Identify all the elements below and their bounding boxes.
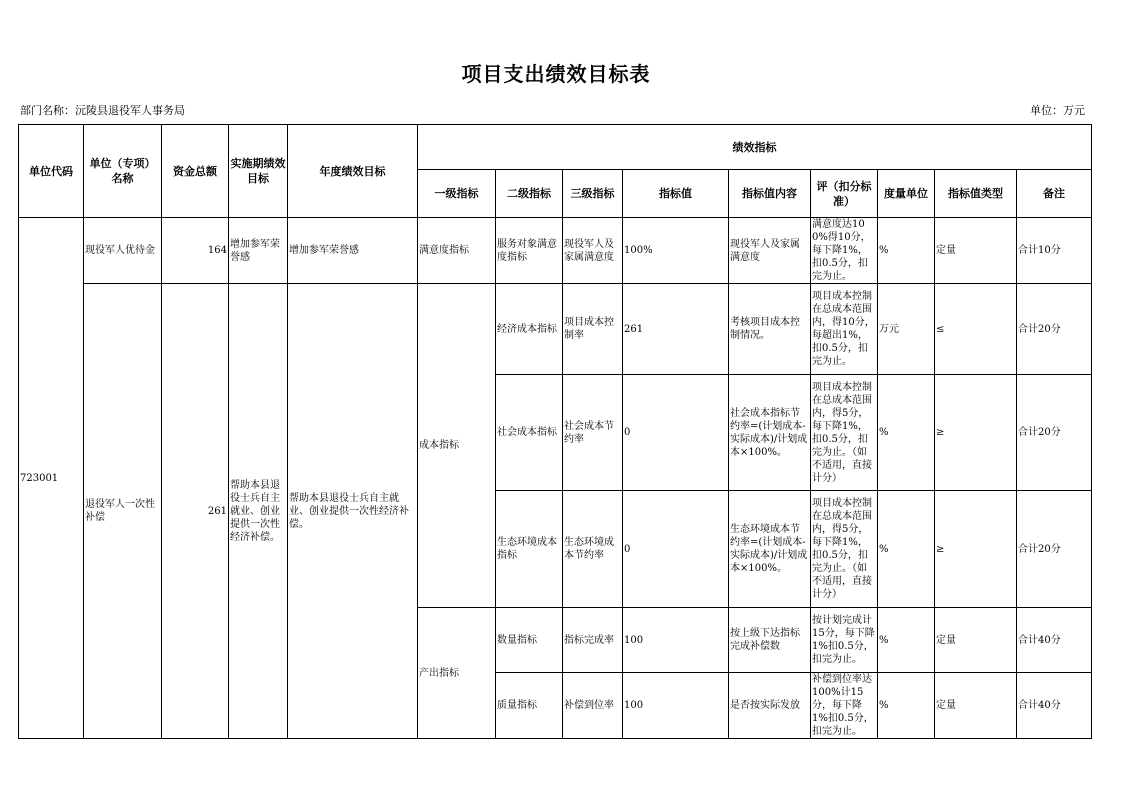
header-unit-name: 单位（专项）名称	[84, 125, 162, 218]
measure-cell: %	[878, 375, 935, 491]
header-value-content: 指标值内容	[729, 170, 811, 218]
value-cell: 261	[623, 284, 729, 375]
remark-cell: 合计40分	[1017, 608, 1092, 673]
level3-cell: 生态环境成本节约率	[563, 491, 623, 608]
remark-cell: 合计20分	[1017, 491, 1092, 608]
header-level1: 一级指标	[418, 170, 496, 218]
level1-cell: 满意度指标	[418, 218, 496, 284]
amount-cell: 164	[162, 218, 229, 284]
project-name-cell: 现役军人优待金	[84, 218, 162, 284]
period-goal-cell: 增加参军荣誉感	[229, 218, 288, 284]
score-cell: 满意度达100%得10分，每下降1%，扣0.5分，扣完为止。	[811, 218, 878, 284]
unit-label: 单位：万元	[1030, 104, 1085, 117]
header-row-1	[19, 125, 1092, 170]
header-value-type: 指标值类型	[935, 170, 1017, 218]
department-name: 部门名称：沅陵县退役军人事务局	[20, 104, 185, 117]
score-cell: 补偿到位率达100%计15分，每下降1%扣0.5分，扣完为止。	[811, 673, 878, 739]
level3-cell: 指标完成率	[563, 608, 623, 673]
remark-cell: 合计10分	[1017, 218, 1092, 284]
header-level3: 三级指标	[563, 170, 623, 218]
remark-cell: 合计20分	[1017, 375, 1092, 491]
level2-cell: 服务对象满意度指标	[496, 218, 563, 284]
score-cell: 项目成本控制在总成本范围内，得5分，每下降1%，扣0.5分，扣完为止。（如不适用，直接计分）	[811, 491, 878, 608]
score-cell: 项目成本控制在总成本范围内，得10分，每超出1%，扣0.5分，扣完为止。	[811, 284, 878, 375]
level1-cell: 产出指标	[418, 608, 496, 739]
measure-cell: %	[878, 608, 935, 673]
header-remark: 备注	[1017, 170, 1092, 218]
performance-target-table	[18, 124, 1092, 739]
annual-goal-cell: 增加参军荣誉感	[288, 218, 418, 284]
content-cell: 是否按实际发放	[729, 673, 811, 739]
header-level2: 二级指标	[496, 170, 563, 218]
level3-cell: 社会成本节约率	[563, 375, 623, 491]
period-goal-cell: 帮助本县退役士兵自主就业、创业提供一次性经济补偿。	[229, 284, 288, 739]
type-cell: ≥	[935, 375, 1017, 491]
annual-goal-cell: 帮助本县退役士兵自主就业、创业提供一次性经济补偿。	[288, 284, 418, 739]
table-row	[19, 284, 1092, 375]
header-period-goal: 实施期绩效目标	[229, 125, 288, 218]
content-cell: 现役军人及家属满意度	[729, 218, 811, 284]
type-cell: 定量	[935, 673, 1017, 739]
page-title: 项目支出绩效目标表	[461, 62, 651, 86]
type-cell: ≤	[935, 284, 1017, 375]
header-value: 指标值	[623, 170, 729, 218]
measure-cell: 万元	[878, 284, 935, 375]
value-cell: 100	[623, 608, 729, 673]
amount-cell: 261	[162, 284, 229, 739]
value-cell: 0	[623, 491, 729, 608]
header-performance: 绩效指标	[418, 125, 1092, 170]
level3-cell: 补偿到位率	[563, 673, 623, 739]
level3-cell: 现役军人及家属满意度	[563, 218, 623, 284]
header-measure-unit: 度量单位	[878, 170, 935, 218]
remark-cell: 合计40分	[1017, 673, 1092, 739]
measure-cell: %	[878, 673, 935, 739]
score-cell: 项目成本控制在总成本范围内，得5分，每下降1%，扣0.5分，扣完为止。（如不适用，直接计分）	[811, 375, 878, 491]
score-cell: 按计划完成计15分，每下降1%扣0.5分，扣完为止。	[811, 608, 878, 673]
measure-cell: %	[878, 218, 935, 284]
level3-cell: 项目成本控制率	[563, 284, 623, 375]
header-score: 评（扣分标准）	[811, 170, 878, 218]
content-cell: 生态环境成本节约率=(计划成本-实际成本)/计划成本×100%。	[729, 491, 811, 608]
type-cell: 定量	[935, 608, 1017, 673]
level2-cell: 生态环境成本指标	[496, 491, 563, 608]
header-unit-code: 单位代码	[19, 125, 84, 218]
content-cell: 按上级下达指标完成补偿数	[729, 608, 811, 673]
content-cell: 社会成本指标节约率=(计划成本-实际成本)/计划成本×100%。	[729, 375, 811, 491]
type-cell: ≥	[935, 491, 1017, 608]
measure-cell: %	[878, 491, 935, 608]
value-cell: 0	[623, 375, 729, 491]
level2-cell: 数量指标	[496, 608, 563, 673]
content-cell: 考核项目成本控制情况。	[729, 284, 811, 375]
level1-cell: 成本指标	[418, 284, 496, 608]
level2-cell: 质量指标	[496, 673, 563, 739]
header-annual-goal: 年度绩效目标	[288, 125, 418, 218]
value-cell: 100%	[623, 218, 729, 284]
value-cell: 100	[623, 673, 729, 739]
type-cell: 定量	[935, 218, 1017, 284]
level2-cell: 经济成本指标	[496, 284, 563, 375]
unit-code-cell: 723001	[19, 218, 84, 739]
table-row	[19, 218, 1092, 284]
header-total-funds: 资金总额	[162, 125, 229, 218]
level2-cell: 社会成本指标	[496, 375, 563, 491]
project-name-cell: 退役军人一次性补偿	[84, 284, 162, 739]
remark-cell: 合计20分	[1017, 284, 1092, 375]
